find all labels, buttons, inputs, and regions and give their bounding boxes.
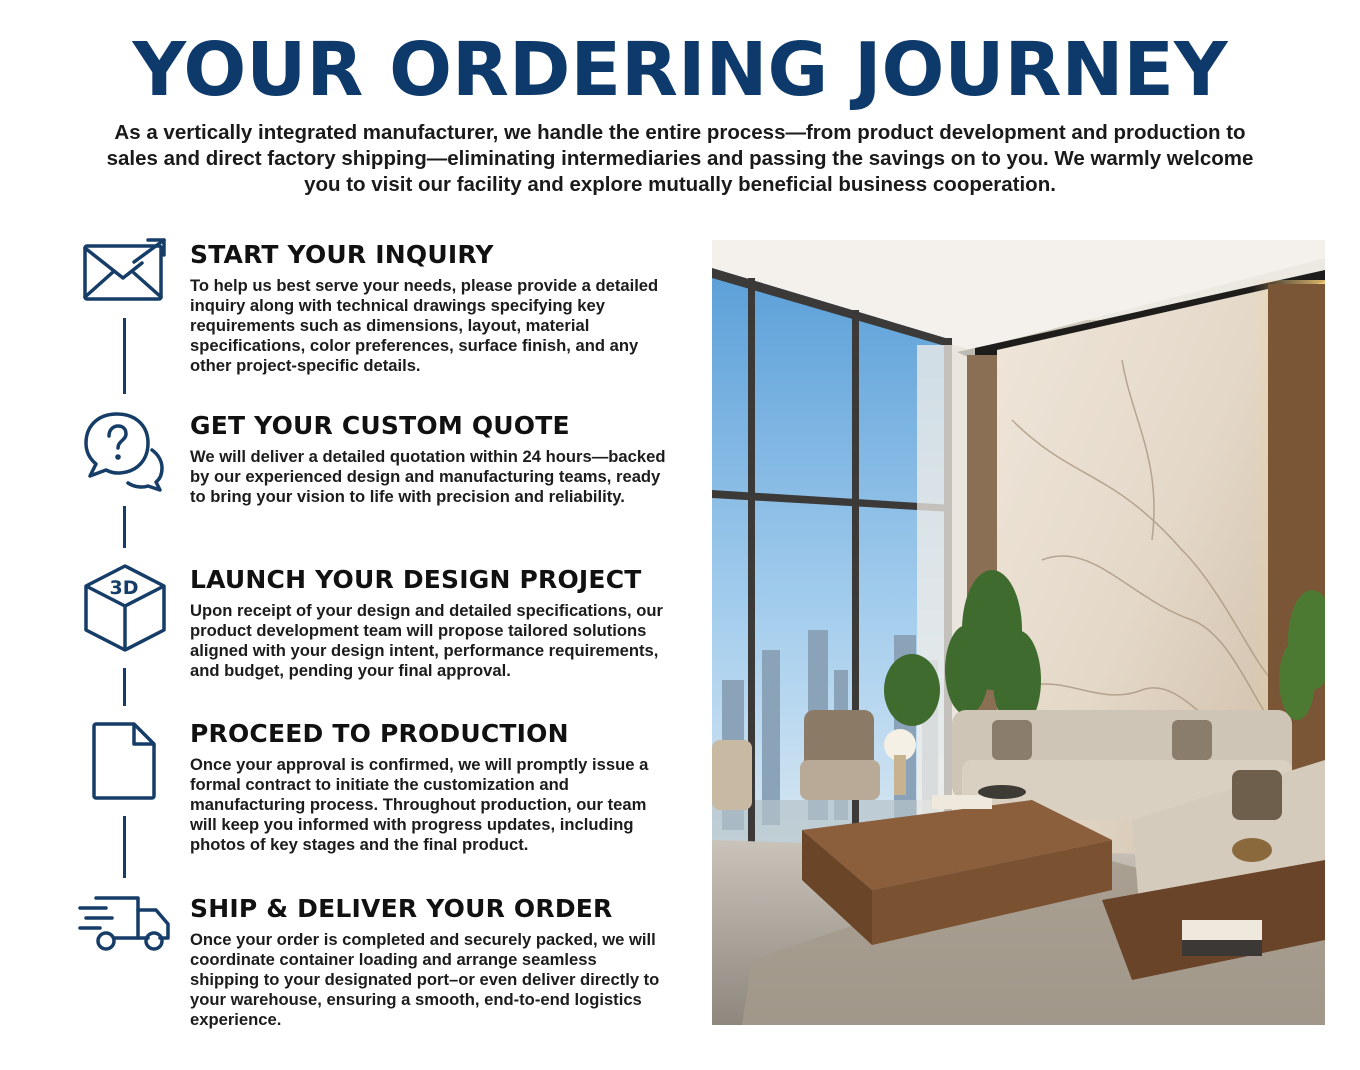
step-design-project bbox=[190, 565, 680, 681]
step-start-inquiry bbox=[190, 240, 680, 376]
step-description: To help us best serve your needs, please provide a detailed inquiry along with technical drawings specifying key requirements such as dimensions, layout, material specifications, color preferences, surface finish, and any other project-specific details. bbox=[190, 276, 659, 375]
step-title: SHIP & DELIVER YOUR ORDER bbox=[190, 894, 613, 923]
3d-cube-icon bbox=[82, 562, 168, 654]
step-connector bbox=[123, 668, 126, 706]
step-connector bbox=[123, 318, 126, 394]
delivery-truck-icon bbox=[76, 892, 174, 956]
intro-paragraph: As a vertically integrated manufacturer, we handle the entire process—from product development and production to sales and direct factory shipping—eliminating intermediaries and passing the savings on to you. We warmly welcome you to visit our facility and explore mutually beneficial business cooperation. bbox=[106, 121, 1254, 196]
step-title: PROCEED TO PRODUCTION bbox=[190, 719, 569, 748]
living-room-photo bbox=[712, 240, 1325, 1025]
question-bubble-icon bbox=[82, 410, 166, 494]
step-ship-deliver bbox=[190, 894, 680, 1030]
step-description: Once your order is completed and securely packed, we will coordinate container loading and arrange seamless shipping to your designated port–or even deliver directly to your warehouse, ensuring a smooth, end-to-end logistics experience. bbox=[190, 930, 660, 1029]
step-description: Once your approval is confirmed, we will promptly issue a formal contract to initiate the customization and manufacturing process. Throughout production, our team will keep you informed with progress updates, including photos of key stages and the final product. bbox=[190, 755, 649, 854]
document-icon bbox=[90, 720, 158, 802]
step-connector bbox=[123, 816, 126, 878]
step-title: START YOUR INQUIRY bbox=[190, 240, 494, 269]
step-connector bbox=[123, 506, 126, 548]
step-production bbox=[190, 719, 680, 855]
step-title: LAUNCH YOUR DESIGN PROJECT bbox=[190, 565, 642, 594]
step-custom-quote bbox=[190, 411, 680, 507]
page-title: YOUR ORDERING JOURNEY bbox=[132, 27, 1228, 113]
step-description: We will deliver a detailed quotation within 24 hours—backed by our experienced design and manufacturing teams, ready to bring your vision to life with precision and reliability. bbox=[190, 447, 666, 506]
step-description: Upon receipt of your design and detailed specifications, our product development team will propose tailored solutions aligned with your design intent, performance requirements, and budget, pending your final approval. bbox=[190, 601, 663, 680]
envelope-arrow-icon bbox=[82, 236, 168, 304]
3d-label: 3D bbox=[109, 577, 139, 599]
step-title: GET YOUR CUSTOM QUOTE bbox=[190, 411, 570, 440]
